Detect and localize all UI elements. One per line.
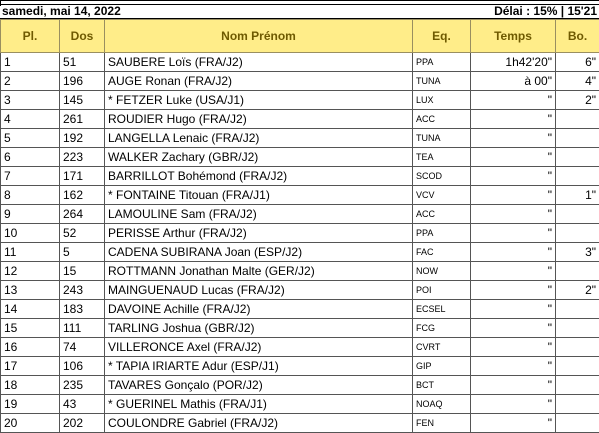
cell-place: 4	[1, 110, 60, 129]
cell-time: "	[471, 148, 556, 167]
cell-name: PERISSE Arthur (FRA/J2)	[105, 224, 413, 243]
cell-bonus: 2"	[556, 281, 599, 300]
cell-bonus	[556, 319, 599, 338]
cell-place: 9	[1, 205, 60, 224]
cell-bib: 15	[60, 262, 105, 281]
cell-name: * FETZER Luke (USA/J1)	[105, 91, 413, 110]
cell-bib: 192	[60, 129, 105, 148]
cell-bonus: 3"	[556, 243, 599, 262]
table-row	[1, 319, 599, 338]
table-row	[1, 414, 599, 433]
cell-place: 11	[1, 243, 60, 262]
cell-time: "	[471, 167, 556, 186]
results-header	[1, 20, 599, 53]
cell-time: 1h42'20"	[471, 53, 556, 72]
cell-bib: 145	[60, 91, 105, 110]
cell-team: ACC	[413, 205, 471, 224]
cell-name: SAUBERE Loïs (FRA/J2)	[105, 53, 413, 72]
col-header-nom: Nom Prénom	[105, 20, 413, 53]
cell-team: FEN	[413, 414, 471, 433]
cell-time: "	[471, 205, 556, 224]
cell-bonus	[556, 129, 599, 148]
col-header-bo: Bo.	[556, 20, 599, 53]
cell-name: DAVOINE Achille (FRA/J2)	[105, 300, 413, 319]
time-limit: Délai : 15% | 15'21	[494, 5, 597, 18]
cell-bib: 51	[60, 53, 105, 72]
cell-name: * FONTAINE Titouan (FRA/J1)	[105, 186, 413, 205]
cell-place: 8	[1, 186, 60, 205]
cell-time: à 00"	[471, 72, 556, 91]
cell-name: TAVARES Gonçalo (POR/J2)	[105, 376, 413, 395]
cell-name: LANGELLA Lenaic (FRA/J2)	[105, 129, 413, 148]
top-border	[0, 0, 599, 1]
cell-place: 13	[1, 281, 60, 300]
cell-time: "	[471, 338, 556, 357]
cell-name: LAMOULINE Sam (FRA/J2)	[105, 205, 413, 224]
cell-time: "	[471, 243, 556, 262]
cell-place: 10	[1, 224, 60, 243]
cell-place: 2	[1, 72, 60, 91]
cell-bonus	[556, 262, 599, 281]
table-row	[1, 300, 599, 319]
cell-bib: 111	[60, 319, 105, 338]
cell-time: "	[471, 414, 556, 433]
cell-team: TUNA	[413, 129, 471, 148]
cell-bonus	[556, 376, 599, 395]
cell-bib: 43	[60, 395, 105, 414]
cell-time: "	[471, 186, 556, 205]
cell-name: WALKER Zachary (GBR/J2)	[105, 148, 413, 167]
cell-time: "	[471, 281, 556, 300]
col-header-eq: Eq.	[413, 20, 471, 53]
race-date: samedi, mai 14, 2022	[2, 5, 121, 18]
cell-place: 12	[1, 262, 60, 281]
cell-bib: 261	[60, 110, 105, 129]
cell-place: 14	[1, 300, 60, 319]
cell-bonus: 1"	[556, 186, 599, 205]
results-table	[0, 19, 599, 433]
cell-time: "	[471, 300, 556, 319]
table-row	[1, 53, 599, 72]
table-row	[1, 338, 599, 357]
cell-name: ROTTMANN Jonathan Malte (GER/J2)	[105, 262, 413, 281]
info-bar	[0, 4, 599, 19]
cell-place: 1	[1, 53, 60, 72]
cell-team: PPA	[413, 224, 471, 243]
cell-team: FCG	[413, 319, 471, 338]
cell-time: "	[471, 395, 556, 414]
table-row	[1, 129, 599, 148]
table-row	[1, 186, 599, 205]
table-row	[1, 376, 599, 395]
cell-time: "	[471, 91, 556, 110]
col-header-pl: Pl.	[1, 20, 60, 53]
cell-name: CADENA SUBIRANA Joan (ESP/J2)	[105, 243, 413, 262]
cell-bib: 196	[60, 72, 105, 91]
cell-team: BCT	[413, 376, 471, 395]
cell-name: * GUERINEL Mathis (FRA/J1)	[105, 395, 413, 414]
cell-name: MAINGUENAUD Lucas (FRA/J2)	[105, 281, 413, 300]
cell-team: VCV	[413, 186, 471, 205]
cell-team: POI	[413, 281, 471, 300]
cell-team: NOW	[413, 262, 471, 281]
table-row	[1, 357, 599, 376]
cell-bib: 171	[60, 167, 105, 186]
cell-name: VILLERONCE Axel (FRA/J2)	[105, 338, 413, 357]
cell-time: "	[471, 376, 556, 395]
cell-team: FAC	[413, 243, 471, 262]
cell-bonus	[556, 110, 599, 129]
cell-place: 16	[1, 338, 60, 357]
cell-bib: 202	[60, 414, 105, 433]
cell-team: ECSEL	[413, 300, 471, 319]
cell-place: 15	[1, 319, 60, 338]
cell-team: NOAQ	[413, 395, 471, 414]
table-row	[1, 148, 599, 167]
header-row	[1, 20, 599, 53]
table-row	[1, 243, 599, 262]
cell-bib: 235	[60, 376, 105, 395]
cell-bib: 74	[60, 338, 105, 357]
cell-bonus: 6"	[556, 53, 599, 72]
cell-place: 19	[1, 395, 60, 414]
cell-team: ACC	[413, 110, 471, 129]
cell-bonus	[556, 224, 599, 243]
cell-team: SCOD	[413, 167, 471, 186]
table-row	[1, 167, 599, 186]
cell-bonus	[556, 395, 599, 414]
cell-bonus	[556, 205, 599, 224]
cell-place: 7	[1, 167, 60, 186]
table-row	[1, 72, 599, 91]
cell-time: "	[471, 357, 556, 376]
cell-bonus	[556, 148, 599, 167]
cell-bonus	[556, 357, 599, 376]
cell-bonus	[556, 338, 599, 357]
cell-time: "	[471, 262, 556, 281]
cell-bib: 5	[60, 243, 105, 262]
cell-time: "	[471, 319, 556, 338]
table-row	[1, 91, 599, 110]
cell-name: TARLING Joshua (GBR/J2)	[105, 319, 413, 338]
cell-time: "	[471, 110, 556, 129]
col-header-temps: Temps	[471, 20, 556, 53]
table-row	[1, 281, 599, 300]
cell-bib: 52	[60, 224, 105, 243]
cell-bonus	[556, 300, 599, 319]
cell-place: 17	[1, 357, 60, 376]
table-row	[1, 395, 599, 414]
cell-time: "	[471, 224, 556, 243]
cell-place: 18	[1, 376, 60, 395]
cell-bonus: 2"	[556, 91, 599, 110]
table-row	[1, 205, 599, 224]
col-header-dos: Dos	[60, 20, 105, 53]
table-row	[1, 262, 599, 281]
cell-bib: 223	[60, 148, 105, 167]
cell-place: 20	[1, 414, 60, 433]
table-row	[1, 224, 599, 243]
table-row	[1, 110, 599, 129]
cell-bonus	[556, 167, 599, 186]
cell-bib: 183	[60, 300, 105, 319]
cell-place: 6	[1, 148, 60, 167]
results-body	[1, 53, 599, 433]
cell-bonus: 4"	[556, 72, 599, 91]
cell-name: AUGE Ronan (FRA/J2)	[105, 72, 413, 91]
cell-bonus	[556, 414, 599, 433]
cell-name: ROUDIER Hugo (FRA/J2)	[105, 110, 413, 129]
cell-place: 5	[1, 129, 60, 148]
cell-bib: 243	[60, 281, 105, 300]
cell-bib: 106	[60, 357, 105, 376]
cell-time: "	[471, 129, 556, 148]
cell-team: CVRT	[413, 338, 471, 357]
cell-team: TUNA	[413, 72, 471, 91]
cell-name: BARRILLOT Bohémond (FRA/J2)	[105, 167, 413, 186]
cell-team: PPA	[413, 53, 471, 72]
cell-name: * TAPIA IRIARTE Adur (ESP/J1)	[105, 357, 413, 376]
cell-name: COULONDRE Gabriel (FRA/J2)	[105, 414, 413, 433]
cell-team: LUX	[413, 91, 471, 110]
cell-place: 3	[1, 91, 60, 110]
cell-team: GIP	[413, 357, 471, 376]
cell-bib: 264	[60, 205, 105, 224]
cell-bib: 162	[60, 186, 105, 205]
cell-team: TEA	[413, 148, 471, 167]
